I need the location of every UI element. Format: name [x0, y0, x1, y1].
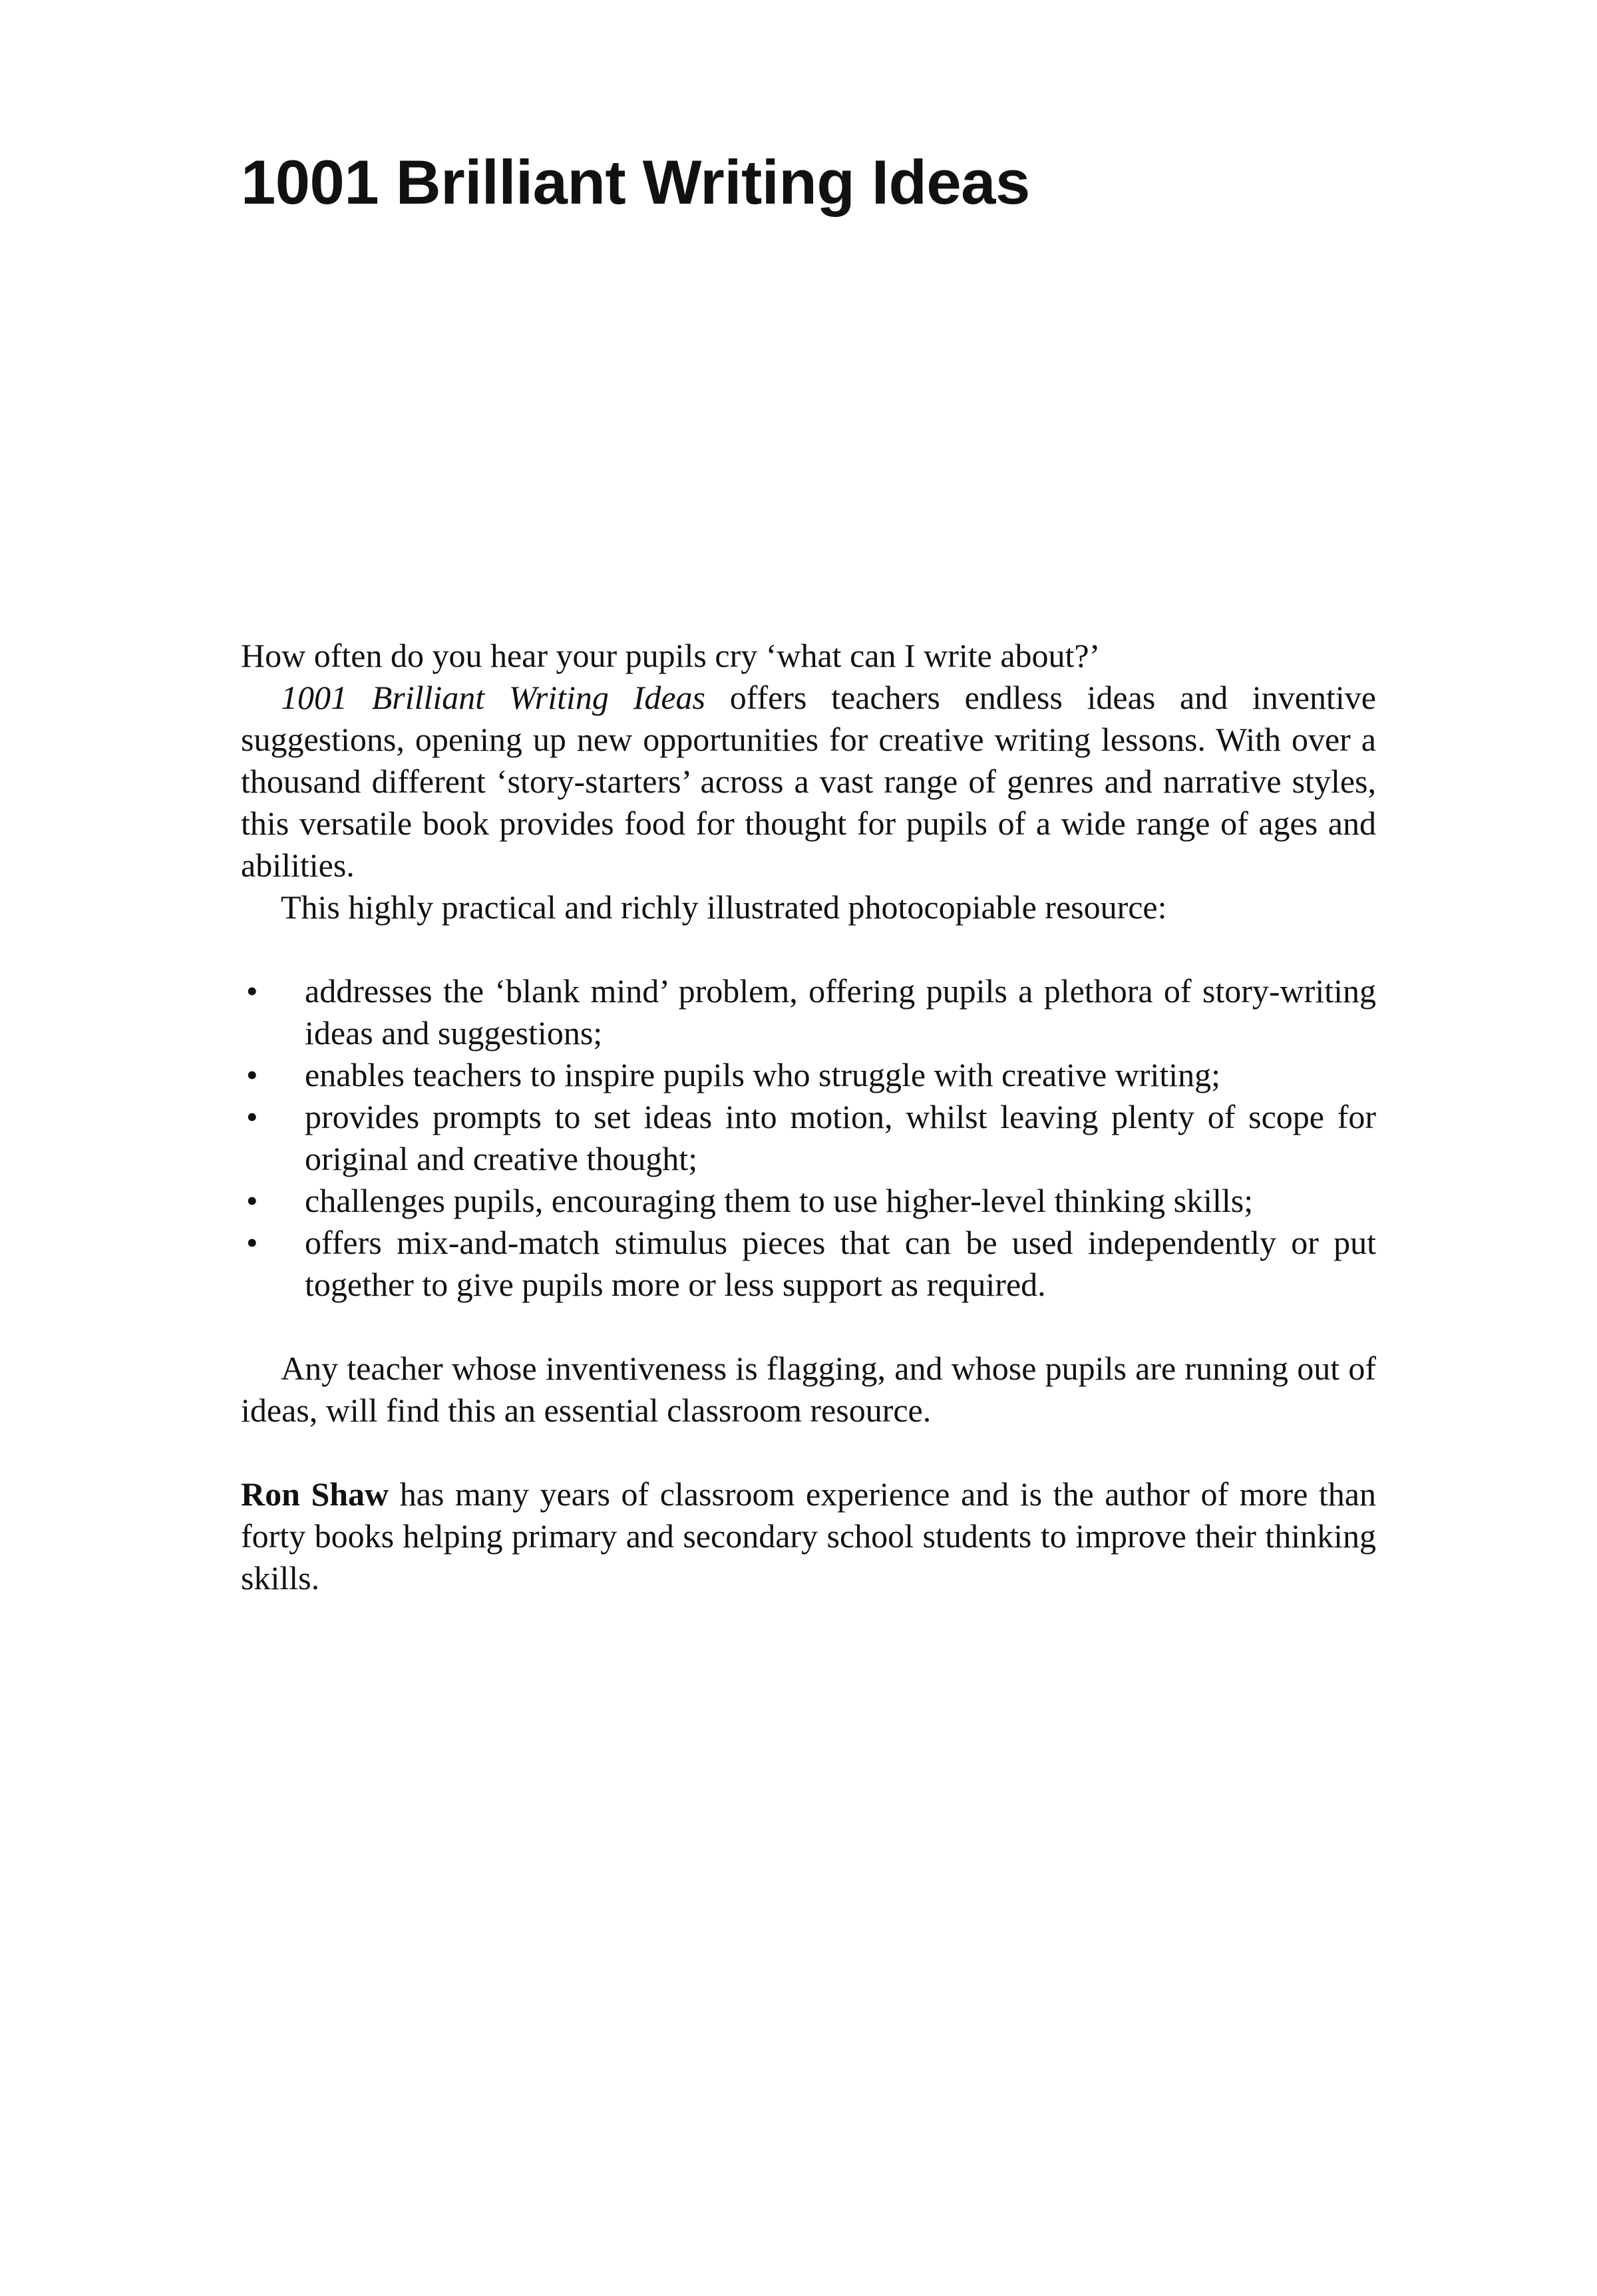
- bullet-icon: •: [246, 972, 258, 1010]
- author-name: Ron Shaw: [241, 1475, 389, 1513]
- book-title-italic: 1001 Brilliant Writing Ideas: [281, 679, 705, 716]
- spacer: [241, 1432, 1376, 1473]
- feature-item: [241, 1054, 1376, 1096]
- feature-list: [241, 970, 1376, 1306]
- back-cover-text: [241, 635, 1376, 1599]
- feature-item: [241, 970, 1376, 1054]
- feature-text: challenges pupils, encouraging them to use higher-level thinking skills;: [305, 1182, 1254, 1219]
- author-bio: [241, 1473, 1376, 1599]
- feature-text: enables teachers to inspire pupils who struggle with creative writing;: [305, 1056, 1221, 1093]
- feature-text: addresses the ‘blank mind’ problem, offering pupils a plethora of story-writing ideas and suggestions;: [305, 972, 1376, 1052]
- closing-paragraph: Any teacher whose inventiveness is flagging, and whose pupils are running out of ideas, will find this an essential classroom resource.: [241, 1350, 1376, 1429]
- feature-item: [241, 1180, 1376, 1222]
- bullet-icon: •: [246, 1182, 258, 1219]
- feature-item: [241, 1096, 1376, 1180]
- feature-item: [241, 1222, 1376, 1306]
- feature-text: provides prompts to set ideas into motion, whilst leaving plenty of scope for original and creative thought;: [305, 1098, 1376, 1177]
- spacer: [241, 928, 1376, 970]
- intro-description: [241, 677, 1376, 886]
- bullet-icon: •: [246, 1224, 258, 1261]
- intro-description-text: offers teachers endless ideas and inventive suggestions, opening up new opportunities for creative writing lessons. With over a thousand different ‘story-starters’ across a vast range of genres and narrative styles, this versatile book provides food for thought for pupils of a wide range of ages and abilities.: [241, 679, 1376, 884]
- page-title: 1001 Brilliant Writing Ideas: [241, 147, 1030, 217]
- bullet-icon: •: [246, 1098, 258, 1135]
- intro-question: How often do you hear your pupils cry ‘what can I write about?’: [241, 637, 1101, 674]
- spacer: [241, 1306, 1376, 1348]
- bullet-icon: •: [246, 1056, 258, 1093]
- author-bio-text: has many years of classroom experience and is the author of more than forty books helping primary and secondary school students to improve their thinking skills.: [241, 1475, 1376, 1597]
- feature-text: offers mix-and-match stimulus pieces that can be used independently or put together to give pupils more or less support as required.: [305, 1224, 1376, 1303]
- resource-lead-in: This highly practical and richly illustrated photocopiable resource:: [281, 888, 1167, 926]
